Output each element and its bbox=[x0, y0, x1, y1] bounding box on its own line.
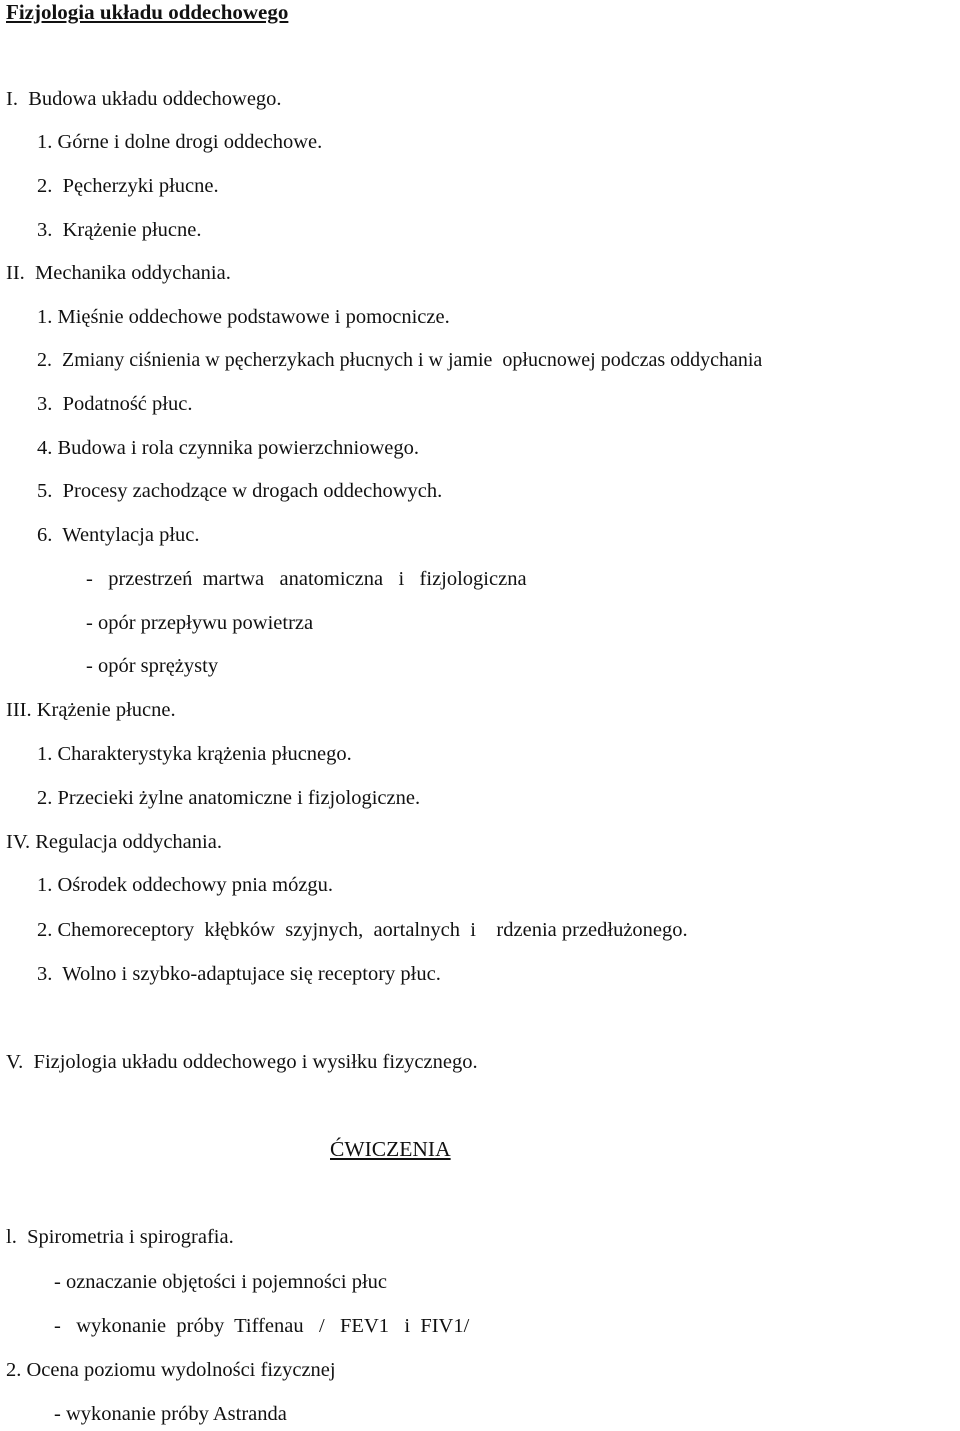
exercises-heading: ĆWICZENIA bbox=[330, 1137, 451, 1161]
section-1-heading: I. Budowa układu oddechowego. bbox=[6, 88, 282, 110]
section-2-item: 1. Mięśnie oddechowe podstawowe i pomocnicze. bbox=[37, 306, 450, 328]
exercise-1-heading: l. Spirometria i spirografia. bbox=[6, 1226, 234, 1248]
section-2-subitem: - opór przepływu powietrza bbox=[86, 612, 314, 634]
section-1-item: 1. Górne i dolne drogi oddechowe. bbox=[37, 131, 323, 153]
exercise-2-heading: 2. Ocena poziomu wydolności fizycznej bbox=[6, 1359, 336, 1381]
section-2-item: 4. Budowa i rola czynnika powierzchniowego. bbox=[37, 437, 419, 459]
section-2-subitem: - opór sprężysty bbox=[86, 655, 219, 677]
exercise-1-subitem: - oznaczanie objętości i pojemności płuc bbox=[54, 1271, 388, 1293]
section-2-item: 3. Podatność płuc. bbox=[37, 393, 193, 415]
section-3-heading: III. Krążenie płucne. bbox=[6, 699, 176, 721]
section-4-item: 3. Wolno i szybko-adaptujace się receptory płuc. bbox=[37, 963, 441, 985]
section-2-subitem: - przestrzeń martwa anatomiczna i fizjologiczna bbox=[86, 568, 527, 590]
section-2-item: 5. Procesy zachodzące w drogach oddechowych. bbox=[37, 480, 443, 502]
section-1-item: 3. Krążenie płucne. bbox=[37, 219, 202, 241]
section-4-item: 2. Chemoreceptory kłębków szyjnych, aortalnych i rdzenia przedłużonego. bbox=[37, 919, 688, 941]
exercise-1-subitem: - wykonanie próby Tiffenau / FEV1 i FIV1/ bbox=[54, 1315, 470, 1337]
section-2-item: 6. Wentylacja płuc. bbox=[37, 524, 200, 546]
section-2-item: 2. Zmiany ciśnienia w pęcherzykach płucnych i w jamie opłucnowej podczas oddychania bbox=[37, 349, 763, 371]
section-4-item: 1. Ośrodek oddechowy pnia mózgu. bbox=[37, 874, 334, 896]
section-1-item: 2. Pęcherzyki płucne. bbox=[37, 175, 219, 197]
section-3-item: 2. Przecieki żylne anatomiczne i fizjologiczne. bbox=[37, 787, 421, 809]
section-4-heading: IV. Regulacja oddychania. bbox=[6, 831, 222, 853]
document-title: Fizjologia układu oddechowego bbox=[6, 0, 289, 24]
section-3-item: 1. Charakterystyka krążenia płucnego. bbox=[37, 743, 352, 765]
section-2-heading: II. Mechanika oddychania. bbox=[6, 262, 231, 284]
exercise-2-subitem: - wykonanie próby Astranda bbox=[54, 1403, 287, 1425]
section-5-heading: V. Fizjologia układu oddechowego i wysiłku fizycznego. bbox=[6, 1051, 478, 1073]
